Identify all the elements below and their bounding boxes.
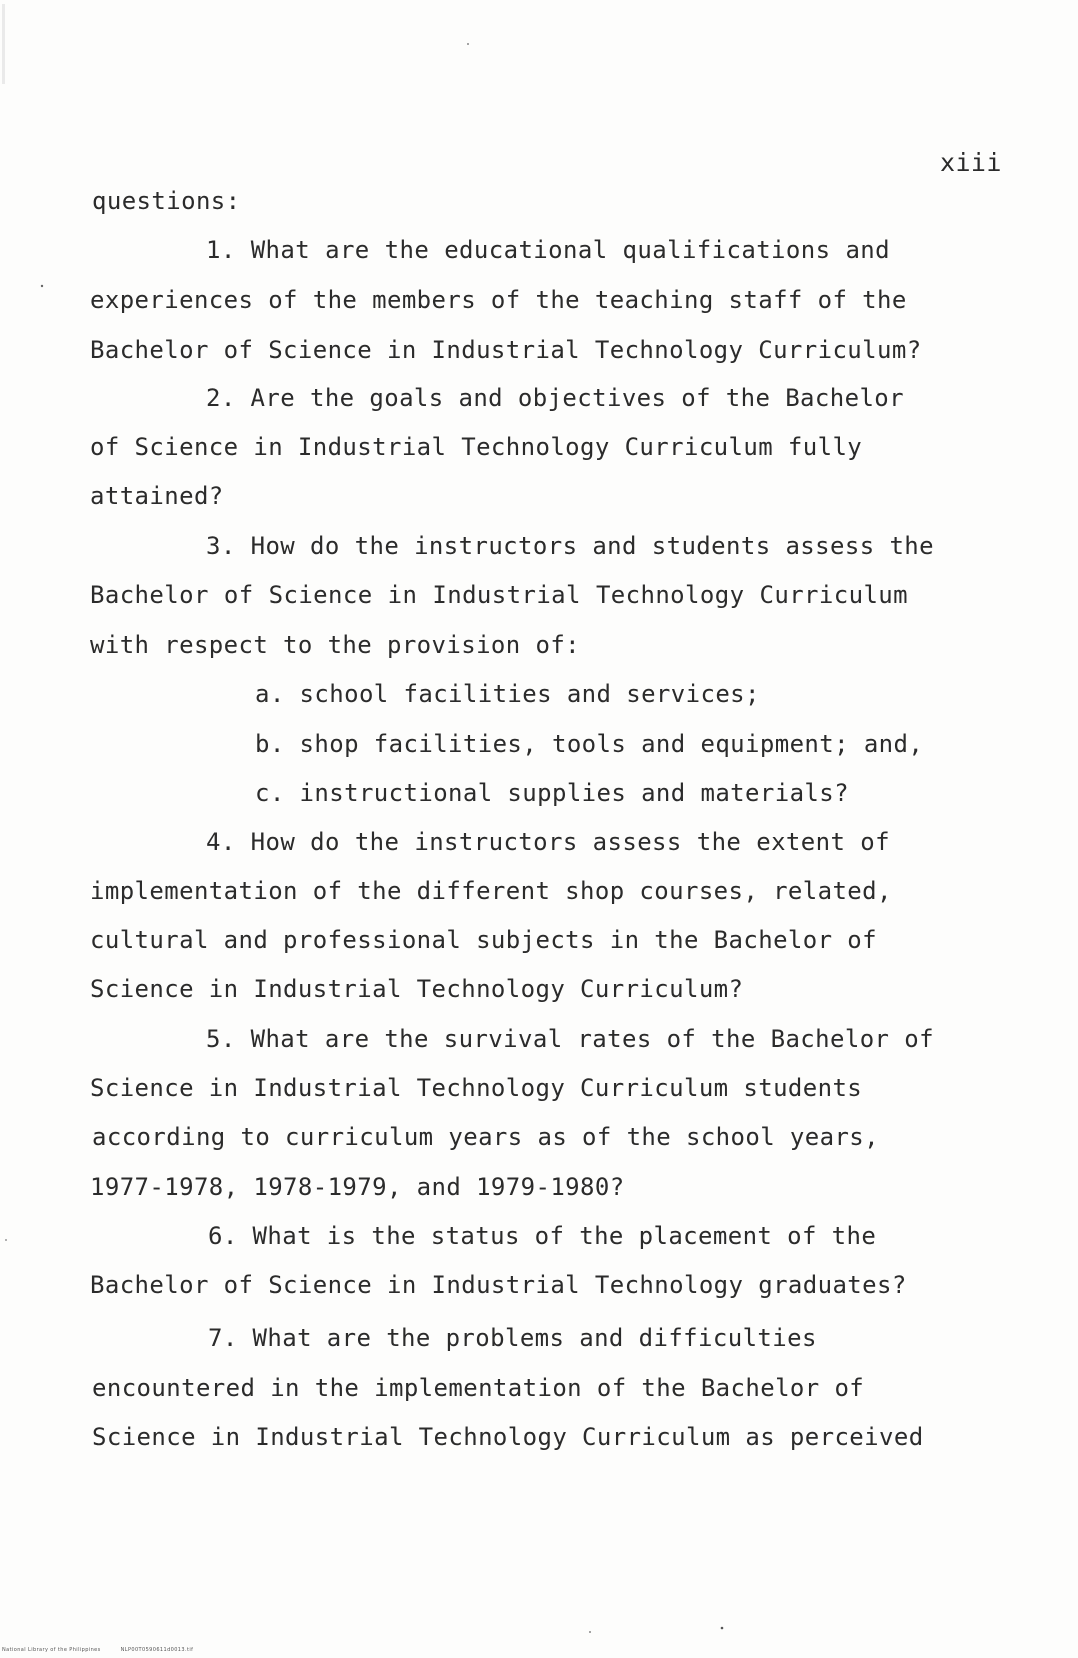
text-line: 1977-1978, 1978-1979, and 1979-1980? [90,1173,625,1201]
footer-library: National Library of the Philippines [2,1647,101,1653]
footer-code: NLP00T0590611d0013.tif [120,1647,194,1653]
text-line: according to curriculum years as of the school years, [92,1123,880,1151]
text-line: 1. What are the educational qualifications and [206,236,890,264]
text-line: Science in Industrial Technology Curriculum students [90,1074,863,1102]
text-line: encountered in the implementation of the Bachelor of [92,1374,865,1402]
text-line: Bachelor of Science in Industrial Technology Curriculum? [90,336,922,364]
text-line: b. shop facilities, tools and equipment; and, [255,730,924,758]
text-line: 7. What are the problems and difficulties [208,1324,817,1352]
text-line: experiences of the members of the teaching staff of the [90,286,907,314]
text-line: cultural and professional subjects in the Bachelor of [90,926,878,954]
text-line: Science in Industrial Technology Curriculum as perceived [92,1423,924,1451]
text-line: of Science in Industrial Technology Curriculum fully [90,433,863,461]
page-number: xiii [940,148,1002,177]
text-line: 3. How do the instructors and students assess the [206,532,934,560]
footer [2,1647,211,1653]
text-line: c. instructional supplies and materials? [255,779,849,807]
text-line: attained? [90,482,224,510]
text-line: 5. What are the survival rates of the Bachelor of [206,1025,934,1053]
text-line: Bachelor of Science in Industrial Technology graduates? [90,1271,907,1299]
text-line: with respect to the provision of: [90,631,581,659]
text-line: Bachelor of Science in Industrial Technology Curriculum [90,581,908,609]
text-line: 6. What is the status of the placement of the [208,1222,877,1250]
text-line: implementation of the different shop courses, related, [90,877,892,905]
text-line: 2. Are the goals and objectives of the Bachelor [206,384,904,412]
text-line: a. school facilities and services; [255,680,760,708]
text-line: 4. How do the instructors assess the extent of [206,828,890,856]
text-line: questions: [92,187,241,215]
text-line: Science in Industrial Technology Curriculum? [90,975,744,1003]
